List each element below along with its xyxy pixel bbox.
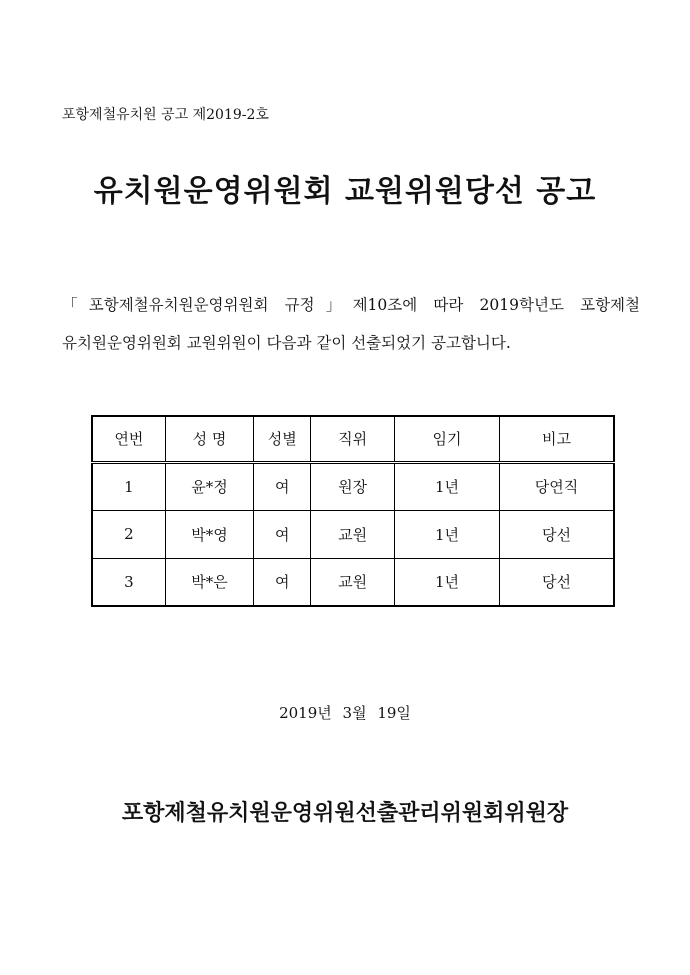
- cell-no: 3: [92, 558, 165, 606]
- cell-gender: 여: [254, 510, 311, 558]
- cell-gender: 여: [254, 558, 311, 606]
- cell-term: 1년: [394, 558, 499, 606]
- body-line-2: 유치원운영위원회 교원위원이 다음과 같이 선출되었기 공고합니다.: [62, 334, 511, 352]
- announcement-body: [62, 286, 640, 362]
- cell-position: 교원: [311, 558, 395, 606]
- announcement-title: 유치원운영위원회 교원위원당선 공고: [93, 174, 597, 209]
- cell-term: 1년: [394, 510, 499, 558]
- cell-note: 당선: [500, 510, 614, 558]
- header-note: 비고: [500, 416, 614, 462]
- cell-position: 교원: [311, 510, 395, 558]
- table-row: [92, 510, 614, 558]
- header-term: 임기: [394, 416, 499, 462]
- header-no: 연번: [92, 416, 165, 462]
- table-header-row: [92, 416, 614, 462]
- cell-gender: 여: [254, 462, 311, 510]
- header-gender: 성별: [254, 416, 311, 462]
- members-table: [91, 415, 615, 607]
- announcement-date: 2019년 3월 19일: [279, 704, 411, 722]
- cell-position: 원장: [311, 462, 395, 510]
- cell-name: 박*은: [165, 558, 253, 606]
- header-name: 성 명: [165, 416, 253, 462]
- cell-no: 1: [92, 462, 165, 510]
- table-row: [92, 558, 614, 606]
- table-row: [92, 462, 614, 510]
- announcement-number: 포항제철유치원 공고 제2019-2호: [62, 107, 269, 123]
- cell-term: 1년: [394, 462, 499, 510]
- announcement-issuer: 포항제철유치원운영위원선출관리위원회위원장: [121, 800, 569, 826]
- cell-name: 윤*정: [165, 462, 253, 510]
- cell-note: 당선: [500, 558, 614, 606]
- cell-no: 2: [92, 510, 165, 558]
- header-position: 직위: [311, 416, 395, 462]
- cell-note: 당연직: [500, 462, 614, 510]
- body-line-1: 「포항제철유치원운영위원회 규정」제10조에 따라 2019학년도 포항제철: [62, 296, 640, 314]
- cell-name: 박*영: [165, 510, 253, 558]
